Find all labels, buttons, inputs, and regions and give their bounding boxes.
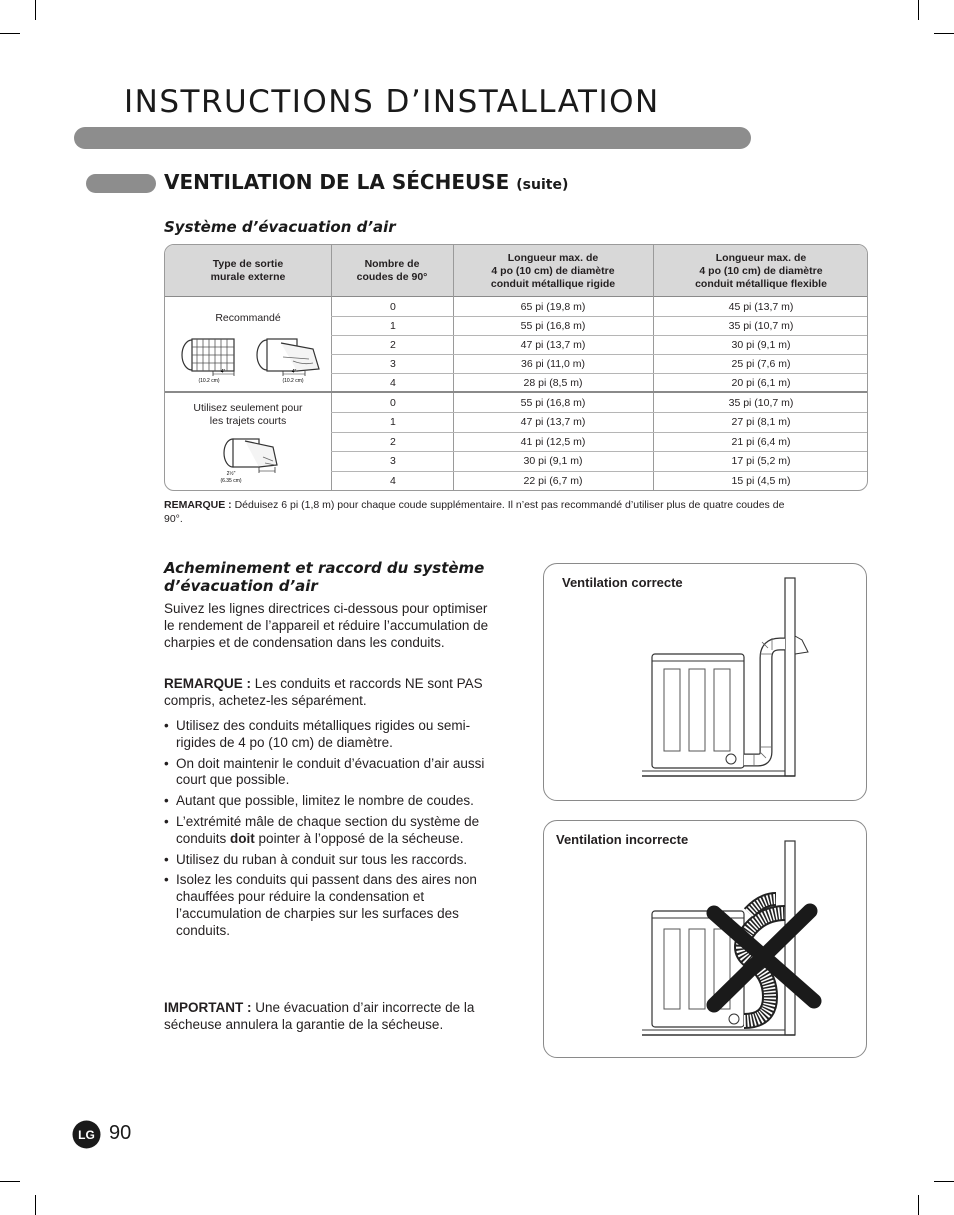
crop-mark	[918, 0, 919, 20]
title-bar	[74, 127, 751, 149]
table-note	[164, 499, 804, 526]
table-cell-elbows: 4	[390, 376, 396, 389]
lg-logo-text: LG	[78, 1128, 95, 1142]
louvered-hood-illustration	[179, 335, 249, 387]
page-number: 90	[109, 1122, 132, 1144]
table-cell-flexible: 35 pi (10,7 m)	[728, 319, 794, 332]
figure-label-correct: Ventilation correcte	[562, 575, 683, 590]
crop-mark	[0, 1181, 20, 1182]
list-item: • Utilisez du ruban à conduit sur tous les raccords.	[164, 852, 494, 869]
section-suffix: (suite)	[516, 177, 569, 193]
section-title	[164, 170, 568, 194]
table-cell-rigid: 41 pi (12,5 m)	[520, 435, 586, 448]
table-cell-flexible: 21 pi (6,4 m)	[731, 435, 791, 448]
routing-important-text: Une évacuation d’air incorrecte de la sécheuse annulera la garantie de la sécheuse.	[164, 1000, 475, 1032]
section-title-text: VENTILATION DE LA SÉCHEUSE	[164, 170, 510, 194]
table-cell-rigid: 47 pi (13,7 m)	[520, 338, 586, 351]
group-label-recommended: Recommandé	[215, 312, 281, 324]
table-cell-flexible: 20 pi (6,1 m)	[731, 376, 791, 389]
column-divider	[331, 245, 332, 490]
list-item-text: L’extrémité mâle de chaque section du système de conduits	[176, 813, 480, 846]
routing-important	[164, 1000, 494, 1034]
crop-mark	[934, 1181, 954, 1182]
exhaust-table	[164, 244, 868, 491]
exhaust-subtitle: Système d’évacuation d’air	[164, 218, 396, 236]
list-item-text: pointer à l’opposé de la sécheuse.	[254, 830, 464, 846]
table-cell-rigid: 22 pi (6,7 m)	[523, 474, 583, 487]
list-item: • Autant que possible, limitez le nombre de coudes.	[164, 793, 494, 810]
table-cell-rigid: 30 pi (9,1 m)	[523, 454, 583, 467]
dimension-label: (10.2 cm)	[282, 378, 304, 384]
table-cell-elbows: 1	[390, 319, 396, 332]
table-cell-flexible: 17 pi (5,2 m)	[731, 454, 791, 467]
incorrect-venting-illustration	[544, 821, 867, 1058]
figure-label-incorrect: Ventilation incorrecte	[556, 832, 689, 847]
table-cell-rigid: 47 pi (13,7 m)	[520, 415, 586, 428]
section-pill	[86, 174, 156, 193]
table-cell-flexible: 25 pi (7,6 m)	[731, 357, 791, 370]
table-cell-rigid: 36 pi (11,0 m)	[521, 357, 585, 370]
dimension-label: (10.2 cm)	[198, 378, 220, 384]
table-note-label: REMARQUE :	[164, 499, 232, 511]
table-cell-elbows: 2	[390, 435, 396, 448]
table-cell-rigid: 55 pi (16,8 m)	[520, 396, 586, 409]
crop-mark	[918, 1195, 919, 1215]
routing-subtitle: Acheminement et raccord du système d’évacuation d’air	[164, 559, 485, 595]
group-label-short-runs: Utilisez seulement pour les trajets courts	[193, 402, 303, 427]
crop-mark	[35, 0, 36, 20]
list-item-emphasis: doit	[230, 830, 255, 846]
table-cell-rigid: 55 pi (16,8 m)	[520, 319, 586, 332]
dimension-label: 2½"	[226, 471, 236, 477]
table-cell-elbows: 0	[390, 300, 396, 313]
routing-remark-label: REMARQUE :	[164, 676, 251, 691]
header-outlet-type: Type de sortie murale externe	[210, 258, 286, 283]
list-item: • Isolez les conduits qui passent dans des aires non chauffées pour réduire la condensation et l’accumulation de charpies sur les surfaces des conduits.	[164, 872, 494, 939]
figure-correct-venting	[543, 563, 867, 801]
table-note-text: Déduisez 6 pi (1,8 m) pour chaque coude supplémentaire. Il n’est pas recommandé d’utiliser plus de quatre coudes de 90°.	[164, 499, 785, 525]
list-item	[164, 814, 494, 848]
table-cell-flexible: 45 pi (13,7 m)	[728, 300, 794, 313]
table-cell-elbows: 4	[390, 474, 396, 487]
crop-mark	[0, 33, 20, 34]
table-cell-rigid: 28 pi (8,5 m)	[523, 376, 583, 389]
dimension-label: 4"	[220, 369, 226, 375]
table-cell-flexible: 30 pi (9,1 m)	[731, 338, 791, 351]
routing-important-label: IMPORTANT :	[164, 1000, 252, 1015]
table-cell-flexible: 15 pi (4,5 m)	[731, 474, 791, 487]
box-hood-illustration	[253, 335, 327, 387]
dimension-label: (6.35 cm)	[220, 478, 242, 484]
routing-bullets	[164, 718, 494, 944]
table-cell-elbows: 3	[390, 357, 396, 370]
table-cell-elbows: 0	[390, 396, 396, 409]
crop-mark	[934, 33, 954, 34]
dimension-label: 4"	[291, 369, 297, 375]
table-cell-elbows: 1	[390, 415, 396, 428]
crop-mark	[35, 1195, 36, 1215]
list-item: • Utilisez des conduits métalliques rigides ou semi-rigides de 4 po (10 cm) de diamètre.	[164, 718, 494, 752]
lg-logo	[72, 1120, 101, 1149]
list-item: • On doit maintenir le conduit d’évacuation d’air aussi court que possible.	[164, 756, 494, 790]
table-cell-rigid: 65 pi (19,8 m)	[520, 300, 586, 313]
table-cell-elbows: 2	[390, 338, 396, 351]
table-cell-elbows: 3	[390, 454, 396, 467]
figure-incorrect-venting	[543, 820, 867, 1058]
header-flexible: Longueur max. de 4 po (10 cm) de diamètre conduit métallique flexible	[695, 251, 827, 290]
correct-venting-illustration	[544, 564, 867, 801]
table-cell-flexible: 27 pi (8,1 m)	[731, 415, 791, 428]
header-elbows: Nombre de coudes de 90°	[356, 258, 428, 283]
page-title: INSTRUCTIONS D’INSTALLATION	[124, 84, 660, 120]
table-cell-flexible: 35 pi (10,7 m)	[728, 396, 794, 409]
routing-remark	[164, 676, 494, 710]
short-run-hood-illustration	[215, 435, 295, 487]
routing-intro: Suivez les lignes directrices ci-dessous pour optimiser le rendement de l’appareil et réduire l’accumulation de charpies et de condensation dans les conduits.	[164, 601, 489, 650]
routing-remark-text: Les conduits et raccords NE sont PAS compris, achetez-les séparément.	[164, 676, 483, 708]
header-rigid: Longueur max. de 4 po (10 cm) de diamètre conduit métallique rigide	[490, 251, 616, 290]
